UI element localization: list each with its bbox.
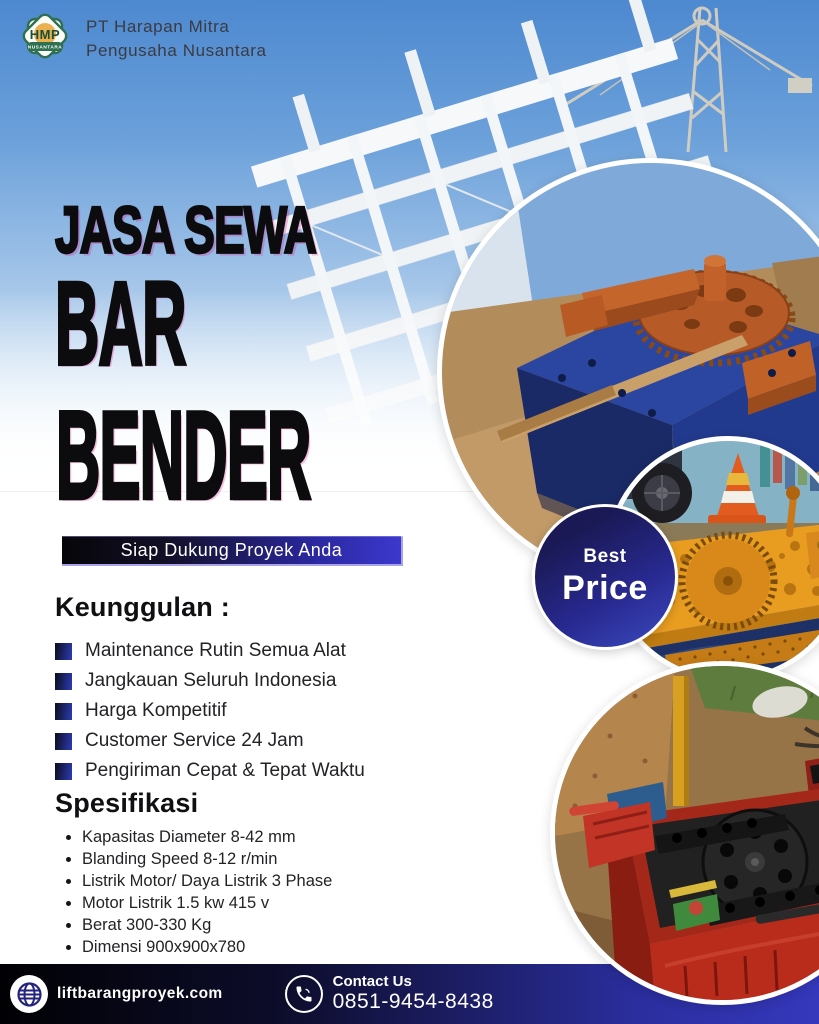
red-bar-bender-illustration [555, 666, 819, 1000]
spesifikasi-item-label: Listrik Motor/ Daya Listrik 3 Phase [82, 871, 333, 890]
bullet-dot-icon [66, 857, 71, 862]
title-bar: BAR [55, 257, 186, 389]
contact-text [333, 974, 494, 1015]
website-link[interactable]: liftbarangproyek.com [57, 985, 223, 1002]
tagline-banner: Siap Dukung Proyek Anda [62, 536, 403, 566]
keunggulan-item-label: Maintenance Rutin Semua Alat [85, 640, 346, 661]
bullet-square-icon [55, 763, 72, 780]
keunggulan-item-label: Harga Kompetitif [85, 700, 227, 721]
globe-icon-circle [10, 975, 48, 1013]
list-item [55, 666, 365, 696]
title-bender: BENDER [56, 385, 311, 525]
header [16, 9, 267, 67]
list-item [55, 936, 332, 958]
list-item [55, 870, 332, 892]
company-name [86, 15, 267, 63]
photo-red-bar-bender [550, 661, 819, 1005]
list-item [55, 636, 365, 666]
keunggulan-item-label: Customer Service 24 Jam [85, 730, 304, 751]
list-item [55, 914, 332, 936]
bullet-square-icon [55, 733, 72, 750]
spesifikasi-item-label: Dimensi 900x900x780 [82, 937, 246, 956]
list-item [55, 848, 332, 870]
bullet-square-icon [55, 703, 72, 720]
list-item [55, 756, 365, 786]
company-name-line1: PT Harapan Mitra [86, 17, 230, 36]
contact-us-label: Contact Us [332, 972, 412, 990]
phone-icon-circle [285, 975, 323, 1013]
title-jasa-sewa: JASA SEWA [55, 193, 316, 268]
spesifikasi-item-label: Kapasitas Diameter 8-42 mm [82, 827, 296, 846]
bullet-dot-icon [66, 945, 71, 950]
badge-text-price: Price [562, 569, 648, 607]
bullet-square-icon [55, 673, 72, 690]
company-name-line2: Pengusaha Nusantara [86, 40, 267, 60]
spesifikasi-heading: Spesifikasi [55, 788, 199, 818]
keunggulan-section [55, 592, 365, 786]
spesifikasi-section [55, 788, 332, 958]
svg-text:NUSANTARA: NUSANTARA [27, 45, 63, 51]
bullet-dot-icon [66, 923, 71, 928]
bullet-dot-icon [66, 901, 71, 906]
globe-icon [16, 981, 43, 1008]
phone-icon [294, 984, 314, 1004]
spesifikasi-item-label: Motor Listrik 1.5 kw 415 v [82, 893, 270, 912]
svg-text:HMP: HMP [29, 27, 61, 42]
bullet-dot-icon [66, 879, 71, 884]
list-item [55, 696, 365, 726]
badge-text-best: Best [583, 546, 627, 567]
phone-number[interactable]: 0851-9454-8438 [332, 990, 494, 1014]
list-item [55, 892, 332, 914]
list-item [55, 726, 365, 756]
keunggulan-heading: Keunggulan : [55, 592, 230, 622]
hmp-star-logo-icon [16, 9, 74, 67]
keunggulan-list [55, 636, 365, 786]
best-price-badge [532, 504, 678, 650]
list-item [55, 826, 332, 848]
keunggulan-item-label: Pengiriman Cepat & Tepat Waktu [85, 760, 365, 781]
keunggulan-item-label: Jangkauan Seluruh Indonesia [85, 670, 337, 691]
contact-group[interactable] [285, 974, 494, 1015]
spesifikasi-item-label: Blanding Speed 8-12 r/min [82, 849, 278, 868]
bullet-dot-icon [66, 835, 71, 840]
spesifikasi-list [55, 826, 332, 958]
bullet-square-icon [55, 643, 72, 660]
spesifikasi-item-label: Berat 300-330 Kg [82, 915, 212, 934]
